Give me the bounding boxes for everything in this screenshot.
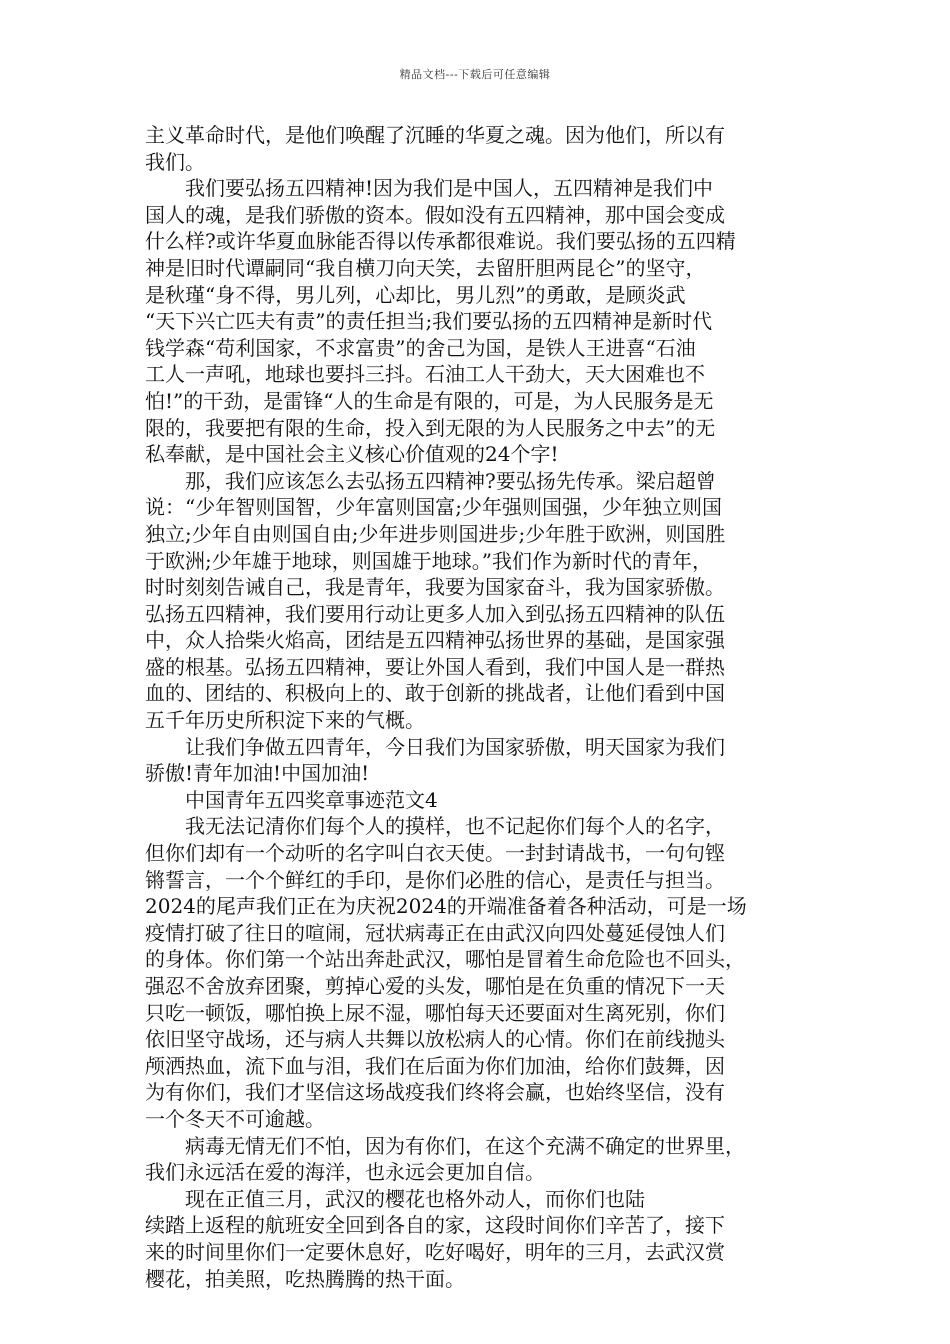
text-line: 为有你们，我们才坚信这场战疫我们终将会赢，也始终坚信，没有: [145, 1080, 725, 1105]
text-line: 独立;少年自由则国自由;少年进步则国进步;少年胜于欧洲，则国胜: [145, 521, 726, 546]
text-line: 说：“少年智则国智，少年富则国富;少年强则国强，少年独立则国: [145, 495, 722, 520]
text-line: 工人一声吼，地球也要抖三抖。石油工人干劲大，天大困难也不: [145, 362, 705, 387]
text-line: 私奉献，是中国社会主义核心价值观的24个字!: [145, 442, 559, 467]
text-line: 颅洒热血，流下血与泪，我们在后面为你们加油，给你们鼓舞，因: [145, 1053, 725, 1078]
text-line: 让我们争做五四青年，今日我们为国家骄傲，明天国家为我们: [145, 734, 725, 759]
text-line: 锵誓言，一个个鲜红的手印，是你们必胜的信心，是责任与担当。: [145, 867, 725, 892]
text-line: 的身体。你们第一个站出奔赴武汉，哪怕是冒着生命危险也不回头，: [145, 947, 745, 972]
text-line: 一个冬天不可逾越。: [145, 1106, 325, 1131]
text-line: 国人的魂，是我们骄傲的资本。假如没有五四精神，那中国会变成: [145, 202, 725, 227]
text-line: 血的、团结的、积极向上的、敢于创新的挑战者，让他们看到中国: [145, 681, 725, 706]
text-line: 病毒无情无们不怕，因为有你们，在这个充满不确定的世界里，: [145, 1133, 745, 1158]
text-line: 我无法记清你们每个人的摸样，也不记起你们每个人的名字，: [145, 814, 725, 839]
text-line: 中，众人拾柴火焰高，团结是五四精神弘扬世界的基础，是国家强: [145, 628, 725, 653]
text-line: 主义革命时代，是他们唤醒了沉睡的华夏之魂。因为他们，所以有: [145, 123, 725, 147]
text-line: 疫情打破了往日的喧闹，冠状病毒正在由武汉向四处蔓延侵蚀人们: [145, 920, 725, 945]
text-line: 但你们却有一个动听的名字叫白衣天使。一封封请战书，一句句铿: [145, 841, 725, 866]
page-header: 精品文档---下载后可任意编辑: [399, 68, 551, 81]
section-heading: 中国青年五四奖章事迹范文4: [145, 787, 438, 812]
text-line: 是秋瑾“身不得，男儿列，心却比，男儿烈”的勇敢，是顾炎武: [145, 282, 686, 307]
text-line: 我们要弘扬五四精神!因为我们是中国人，五四精神是我们中: [145, 176, 714, 201]
text-line: 现在正值三月，武汉的樱花也格外动人，而你们也陆: [145, 1186, 645, 1211]
text-line: 神是旧时代谭嗣同“我自横刀向天笑，去留肝胆两昆仑”的坚守，: [145, 255, 706, 280]
text-line: 什么样?或许华夏血脉能否得以传承都很难说。我们要弘扬的五四精: [145, 229, 736, 254]
text-line: 樱花，拍美照，吃热腾腾的热干面。: [145, 1266, 465, 1291]
text-line: 盛的根基。弘扬五四精神，要让外国人看到，我们中国人是一群热: [145, 654, 725, 679]
text-line: 那，我们应该怎么去弘扬五四精神?要弘扬先传承。梁启超曾: [145, 468, 716, 493]
text-line: 我们。: [145, 149, 205, 174]
text-line: 依旧坚守战场，还与病人共舞以放松病人的心情。你们在前线抛头: [145, 1027, 725, 1052]
text-line: 时时刻刻告诫自己，我是青年，我要为国家奋斗，我为国家骄傲。: [145, 575, 725, 600]
text-line: 限的，我要把有限的生命，投入到无限的为人民服务之中去”的无: [145, 415, 716, 440]
document-body: [145, 122, 825, 1292]
text-line: 强忍不舍放弃团聚，剪掉心爱的头发，哪怕是在负重的情况下一天: [145, 974, 725, 998]
text-line: 五千年历史所积淀下来的气概。: [145, 708, 425, 733]
text-line: 来的时间里你们一定要休息好，吃好喝好，明年的三月，去武汉赏: [145, 1239, 725, 1264]
text-line: 怕!”的干劲，是雷锋“人的生命是有限的，可是，为人民服务是无: [145, 388, 714, 413]
text-line: 骄傲!青年加油!中国加油!: [145, 761, 370, 786]
text-line: 于欧洲;少年雄于地球，则国雄于地球。”我们作为新时代的青年，: [145, 548, 712, 573]
text-line: 钱学森“苟利国家，不求富贵”的舍己为国，是铁人王进喜“石油: [145, 335, 696, 360]
text-line: “天下兴亡匹夫有责”的责任担当;我们要弘扬的五四精神是新时代: [145, 309, 713, 334]
text-line: 只吃一顿饭，哪怕换上尿不湿，哪怕每天还要面对生离死别，你们: [145, 1000, 725, 1025]
text-line: 2024的尾声我们正在为庆祝2024的开端准备着各种活动，可是一场: [145, 894, 747, 919]
text-line: 弘扬五四精神，我们要用行动让更多人加入到弘扬五四精神的队伍: [145, 601, 725, 626]
text-line: 续踏上返程的航班安全回到各自的家，这段时间你们辛苦了，接下: [145, 1213, 725, 1238]
text-line: 我们永远活在爱的海洋，也永远会更加自信。: [145, 1160, 545, 1185]
